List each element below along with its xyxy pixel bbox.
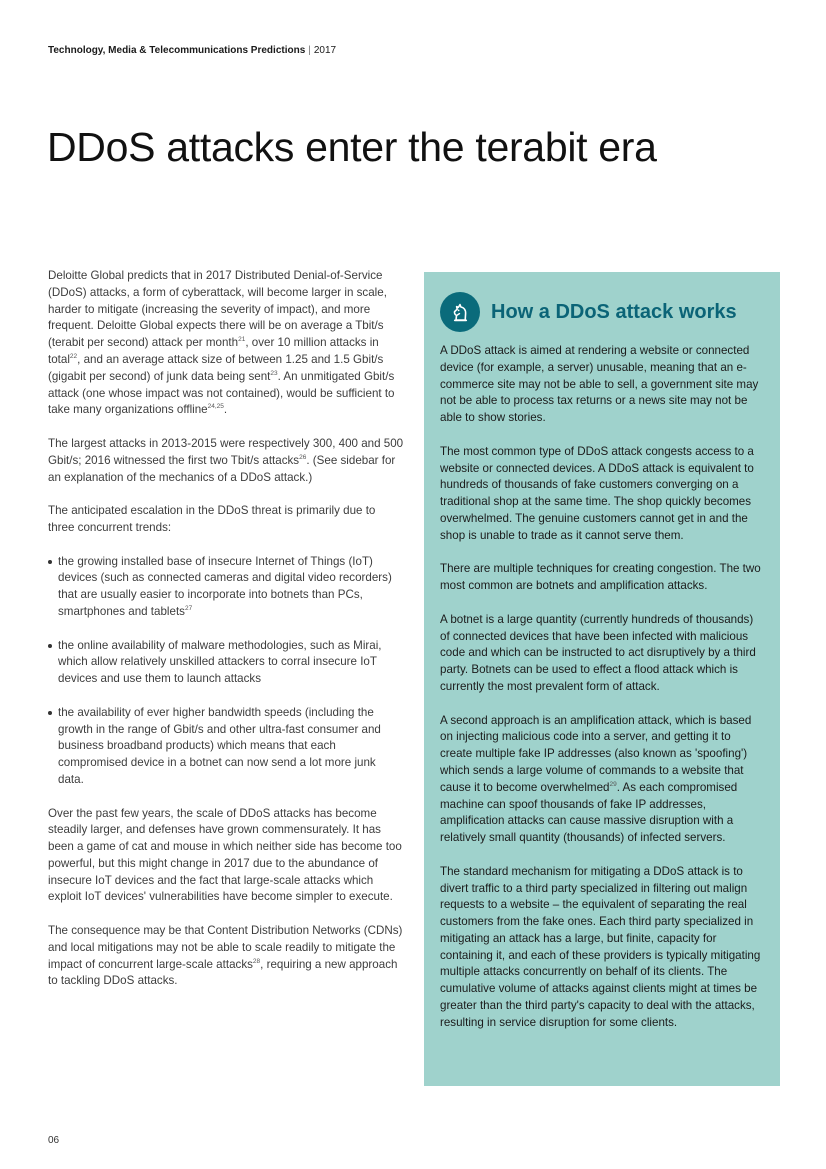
sidebar-header (440, 292, 764, 332)
sidebar-paragraph: The standard mechanism for mitigating a DDoS attack is to divert traffic to a third party specialized in filtering out malign requests to a website – the equivalent of separating the real customers from the fake ones. Each third party specialized in mitigating an attack has a large, but finite, capacity for containing it, and each of these providers is typically mitigating multiple attacks concurrently on behalf of its clients. The cumulative volume of attacks against clients might at times be greater than the third party's capacity to deal with the attacks, resulting in service disruption for some clients. (440, 864, 761, 1029)
chess-knight-icon (440, 292, 480, 332)
footnote-ref: 21 (238, 336, 246, 344)
list-item (48, 554, 404, 621)
sidebar-paragraph: The most common type of DDoS attack congests access to a website or connected devices. A DDoS attack is equivalent to hundreds of thousands of fake customers converging on a traditional shop at the same time. The shop quickly becomes overwhelmed. The genuine customers cannot get in and the shop is unable to trade as it cannot serve them. (440, 444, 754, 542)
article-paragraph (48, 436, 404, 486)
footnote-ref: 24,25 (207, 403, 224, 411)
sidebar-body (440, 343, 764, 1032)
publication-year: 2017 (313, 45, 337, 56)
sidebar-paragraph (440, 713, 764, 847)
text-run: The consequence may be that Content Distribution Networks (CDNs) and local mitigations may not be able to scale readily to mitigate the impact of concurrent large-scale attacks (48, 924, 403, 971)
header-separator: | (308, 45, 311, 56)
footnote-ref: 26 (299, 453, 307, 461)
text-run: , over 10 million attacks in total (48, 336, 379, 366)
footnote-ref: 23 (270, 369, 278, 377)
article-paragraph: The anticipated escalation in the DDoS threat is primarily due to three concurrent trends: (48, 504, 376, 534)
list-item: the online availability of malware methodologies, such as Mirai, which allow relatively unskilled attackers to corral insecure IoT devices and use them to launch attacks (48, 638, 404, 688)
page-number: 06 (48, 1135, 60, 1146)
text-run: . (223, 403, 228, 417)
article-paragraph: Over the past few years, the scale of DDoS attacks has become steadily larger, and defenses have grown commensurately. It has been a game of cat and mouse in which neither side has become too powerful, but this might change in 2017 due to the abundance of insecure IoT devices and the fact that large-scale attacks which exploit IoT devices' vulnerabilities have become simpler to execute. (48, 806, 402, 904)
text-run: the growing installed base of insecure Internet of Things (IoT) devices (such as connected cameras and digital video recorders) that are usually easier to incorporate into botnets than PCs, smartphones and tablets (58, 554, 392, 618)
sidebar-title: How a DDoS attack works (491, 300, 737, 323)
sidebar-paragraph: A DDoS attack is aimed at rendering a website or connected device (for example, a server) unusable, meaning that an e-commerce site may not be able to sell, a government site may not be able to process tax returns or a news site may not be able to show stories. (440, 344, 759, 425)
text-run: . As each compromised machine can spoof thousands of fake IP addresses, amplification attacks can cause massive disruption with a relatively small quantity (thousands) of infected servers. (440, 780, 738, 845)
text-run: The largest attacks in 2013-2015 were respectively 300, 400 and 500 Gbit/s; 2016 witnessed the first two Tbit/s attacks (48, 436, 404, 467)
footnote-ref: 28 (252, 957, 261, 965)
footnote-ref: 27 (184, 605, 193, 613)
list-item: the availability of ever higher bandwidth speeds (including the growth in the range of Gbit/s and other ultra-fast consumer and business broadband products) which means that each compromised device in a botnet can now send a lot more junk data. (48, 705, 404, 789)
sidebar-panel (424, 272, 780, 1086)
text-run: A second approach is an amplification attack, which is based on injecting malicious code into a server, and getting it to create multiple fake IP addresses (also known as 'spoofing') which sends a large volume of commands to a website that cause it to become overwhelmed (440, 713, 752, 794)
text-run: . An unmitigated Gbit/s attack (one whose impact was not contained), would be sufficient to take many organizations offline (48, 369, 395, 417)
main-article (48, 268, 404, 1007)
text-run: , and an average attack size of between 1.25 and 1.5 Gbit/s (gigabit per second) of junk data being sent (48, 352, 384, 383)
page-title: DDoS attacks enter the terabit era (47, 124, 657, 170)
publication-name: Technology, Media & Telecommunications Predictions (48, 45, 306, 56)
footnote-ref: 29 (609, 780, 617, 788)
running-header (48, 45, 336, 56)
text-run: , requiring a new approach to tackling DDoS attacks. (48, 957, 398, 988)
sidebar-paragraph: There are multiple techniques for creating congestion. The two most common are botnets and amplification attacks. (440, 562, 761, 593)
sidebar-paragraph: A botnet is a large quantity (currently hundreds of thousands) of connected devices that have been infected with malicious code and which can be instructed to act disruptively by a third party. Botnets can be used to effect a flood attack which is currently the most prevalent form of attack. (440, 612, 756, 693)
article-paragraph (48, 923, 404, 990)
chess-knight-glyph (448, 300, 472, 324)
article-paragraph (48, 268, 404, 419)
text-run: Deloitte Global predicts that in 2017 Distributed Denial-of-Service (DDoS) attacks, a form of cyberattack, will become larger in scale, harder to mitigate (increasing the severity of impact), and more frequent. Deloitte Global expects there will be on average a Tbit/s (terabit per second) attack per month (48, 269, 387, 350)
footnote-ref: 22 (69, 353, 78, 361)
trend-list (48, 554, 404, 789)
text-run: . (See sidebar for an explanation of the mechanics of a DDoS attack.) (48, 453, 396, 484)
